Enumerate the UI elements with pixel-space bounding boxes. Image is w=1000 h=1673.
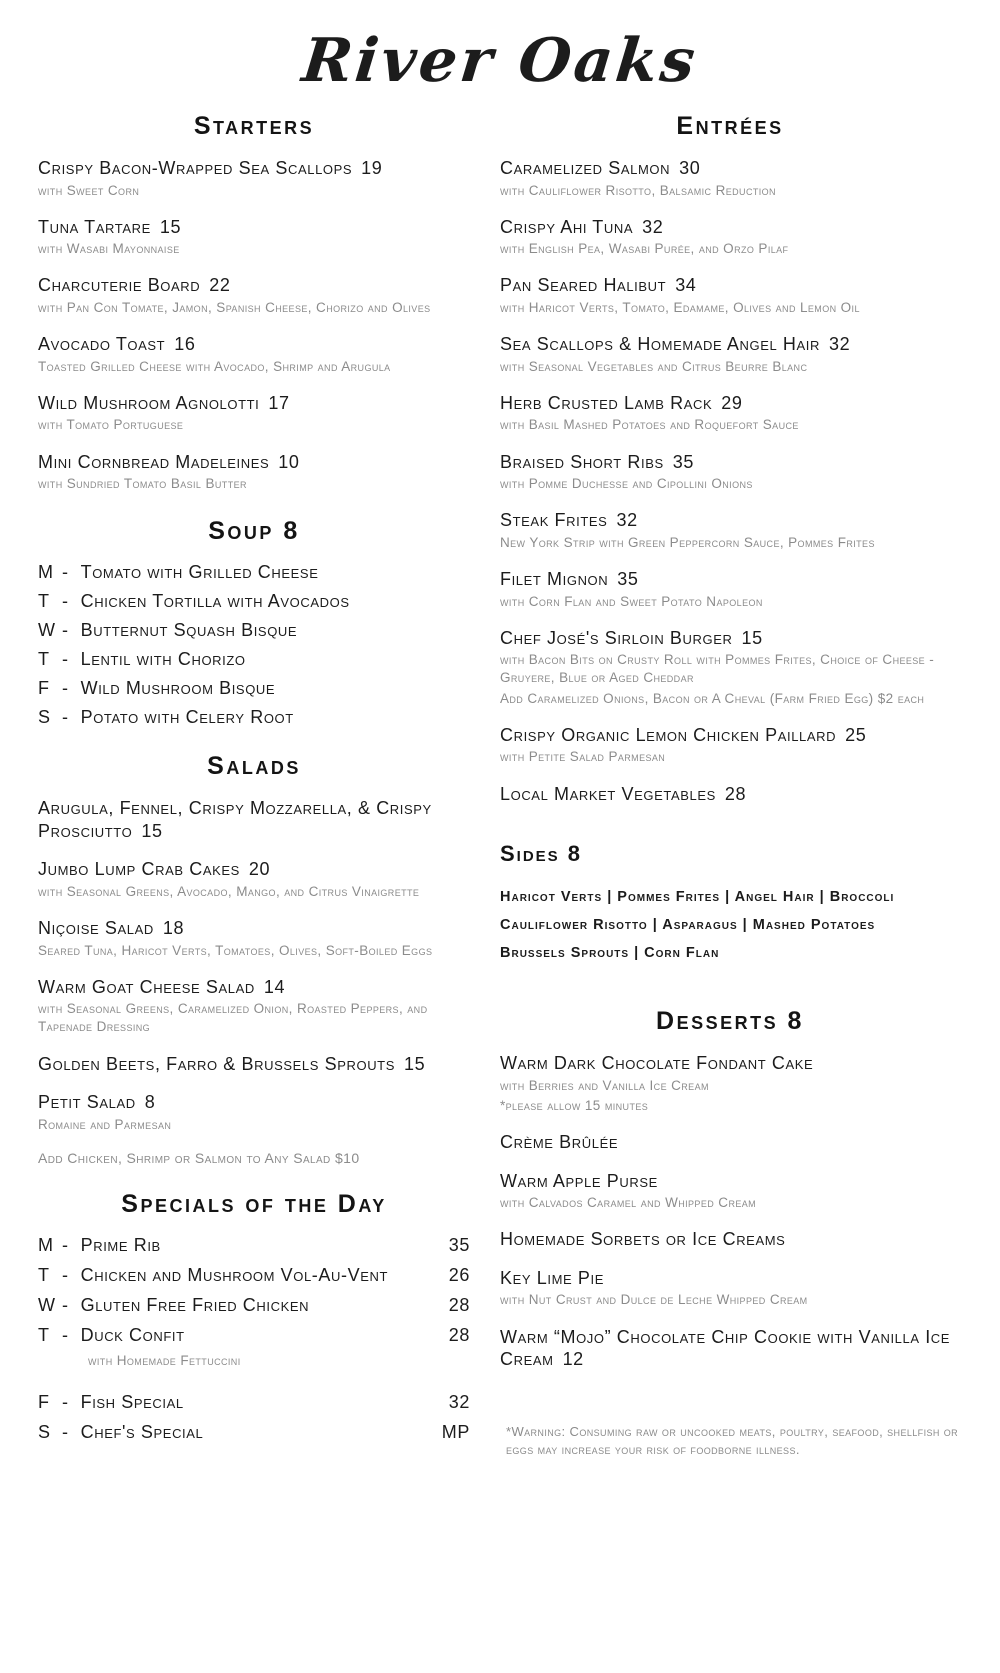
special-price: MP	[441, 1422, 470, 1443]
special-name: Chicken and Mushroom Vol-Au-Vent	[80, 1264, 388, 1285]
menu-item	[38, 917, 470, 960]
item-name: Warm Apple Purse	[500, 1170, 658, 1191]
special-name: Prime Rib	[80, 1234, 161, 1255]
item-name-line	[500, 451, 960, 474]
item-name-line	[500, 568, 960, 591]
item-price: 22	[209, 275, 231, 296]
section-title-sides: Sides 8	[500, 841, 583, 867]
soup-row	[38, 620, 470, 641]
section-title-starters: Starters	[193, 112, 315, 140]
item-description: *please allow 15 minutes	[500, 1097, 649, 1113]
soup-name: Tomato with Grilled Cheese	[80, 562, 319, 583]
section-title-entrees: Entrées	[676, 112, 784, 140]
soup-row	[38, 707, 470, 728]
item-price: 29	[721, 392, 743, 413]
menu-item	[38, 333, 470, 376]
day-letter: T	[38, 591, 50, 612]
day-separator: -	[62, 562, 69, 583]
item-name: Braised Short Ribs	[500, 451, 664, 472]
item-price: 17	[268, 392, 290, 413]
item-name: Key Lime Pie	[500, 1267, 604, 1288]
item-price: 25	[845, 724, 867, 745]
item-name-line	[500, 509, 960, 532]
menu-item	[38, 797, 470, 842]
item-name-line	[38, 392, 470, 415]
special-row	[38, 1392, 470, 1413]
menu-item	[500, 392, 960, 435]
item-name-line	[500, 1131, 960, 1154]
item-name: Jumbo Lump Crab Cakes	[38, 859, 240, 880]
soup-row	[38, 562, 470, 583]
day-separator: -	[62, 1264, 69, 1285]
item-name-line	[38, 917, 470, 940]
day-letter: T	[38, 1264, 50, 1285]
menu-item	[500, 157, 960, 200]
item-name: Chef José's Sirloin Burger	[500, 627, 733, 648]
menu-item	[38, 216, 470, 259]
item-name-line	[500, 274, 960, 297]
item-name-line	[38, 1091, 470, 1114]
special-price: 26	[448, 1264, 470, 1285]
item-description: with Basil Mashed Potatoes and Roquefort Sauce	[500, 417, 799, 433]
section-title-soup: Soup 8	[208, 517, 300, 546]
item-name: Homemade Sorbets or Ice Creams	[500, 1229, 786, 1250]
item-description: with English Pea, Wasabi Purée, and Orzo Pilaf	[500, 241, 789, 257]
item-name-line	[500, 724, 960, 747]
item-name: Mini Cornbread Madeleines	[38, 451, 270, 472]
special-name: Chef's Special	[80, 1422, 204, 1443]
menu-item	[500, 783, 960, 806]
item-name: Steak Frites	[500, 510, 608, 531]
menu-item	[500, 274, 960, 317]
item-description: with Wasabi Mayonnaise	[38, 241, 180, 257]
menu-item	[500, 568, 960, 611]
menu-item	[500, 1131, 960, 1154]
special-row	[38, 1295, 470, 1316]
item-description: with Sweet Corn	[38, 182, 140, 198]
day-letter: S	[38, 1422, 51, 1443]
item-description: with Pan Con Tomate, Jamon, Spanish Cheese, Chorizo and Olives	[38, 299, 431, 315]
item-description: with Corn Flan and Sweet Potato Napoleon	[500, 593, 763, 609]
item-description: with Petite Salad Parmesan	[500, 749, 666, 765]
day-separator: -	[62, 1392, 69, 1413]
menu-item	[500, 1170, 960, 1213]
item-name-line	[500, 216, 960, 239]
day-letter: W	[38, 620, 56, 641]
day-letter: T	[38, 1324, 50, 1345]
soup-name: Chicken Tortilla with Avocados	[80, 591, 350, 612]
soup-row	[38, 591, 470, 612]
item-price: 35	[672, 451, 694, 472]
item-name: Pan Seared Halibut	[500, 275, 667, 296]
item-name-line	[38, 1053, 470, 1076]
item-name: Crispy Bacon-Wrapped Sea Scallops	[38, 158, 353, 178]
item-description: with Calvados Caramel and Whipped Cream	[500, 1195, 757, 1211]
item-description: with Haricot Verts, Tomato, Edamame, Olives and Lemon Oil	[500, 299, 860, 315]
item-description: Romaine and Parmesan	[38, 1116, 172, 1132]
item-name: Arugula, Fennel, Crispy Mozzarella, & Crispy Prosciutto	[38, 798, 432, 841]
day-letter: F	[38, 1392, 50, 1413]
soup-name: Lentil with Chorizo	[80, 649, 246, 670]
menu-page	[0, 26, 1000, 1460]
item-price: 10	[278, 451, 300, 472]
special-price: 28	[448, 1294, 470, 1315]
item-name: Avocado Toast	[38, 334, 166, 355]
item-name: Petit Salad	[38, 1092, 136, 1113]
item-name-line	[500, 333, 960, 356]
item-price: 15	[404, 1053, 426, 1074]
day-letter: F	[38, 678, 50, 699]
sides-row: Haricot Verts | Pommes Frites | Angel Hair | Broccoli	[500, 889, 895, 906]
menu-item	[500, 451, 960, 494]
item-name-line	[500, 157, 960, 180]
item-name: Local Market Vegetables	[500, 783, 716, 804]
item-description: Seared Tuna, Haricot Verts, Tomatoes, Olives, Soft-Boiled Eggs	[38, 942, 433, 958]
menu-item	[500, 333, 960, 376]
soup-row	[38, 678, 470, 699]
item-description: New York Strip with Green Peppercorn Sauce, Pommes Frites	[500, 534, 875, 550]
item-name: Crème Brûlée	[500, 1132, 619, 1153]
special-row	[38, 1265, 470, 1286]
menu-item	[38, 1091, 470, 1134]
item-description: Add Caramelized Onions, Bacon or A Cheval (Farm Fried Egg) $2 each	[500, 690, 925, 706]
menu-item	[500, 1228, 960, 1251]
menu-item	[38, 157, 470, 200]
day-separator: -	[62, 1324, 69, 1345]
left-column	[38, 100, 470, 1452]
menu-columns	[0, 100, 1000, 1460]
day-letter: M	[38, 1234, 54, 1255]
item-description: with Seasonal Vegetables and Citrus Beurre Blanc	[500, 358, 808, 374]
item-name-line	[500, 627, 960, 650]
right-column	[500, 100, 960, 1460]
item-name: Crispy Ahi Tuna	[500, 216, 634, 237]
special-price: 28	[448, 1324, 470, 1345]
item-name-line	[500, 1267, 960, 1290]
item-name: Caramelized Salmon	[500, 158, 671, 178]
menu-item	[500, 1326, 960, 1371]
item-description: with Tomato Portuguese	[38, 417, 184, 433]
day-letter: T	[38, 649, 50, 670]
item-price: 14	[263, 976, 286, 997]
item-description: with Berries and Vanilla Ice Cream	[500, 1077, 709, 1093]
item-name: Golden Beets, Farro & Brussels Sprouts	[38, 1053, 395, 1074]
salad-addon-note: Add Chicken, Shrimp or Salmon to Any Salad $10	[38, 1149, 360, 1166]
sides-row: Cauliflower Risotto | Asparagus | Mashed Potatoes	[500, 917, 876, 934]
item-description: Toasted Grilled Cheese with Avocado, Shrimp and Arugula	[38, 358, 391, 374]
item-price: 19	[361, 158, 383, 178]
item-price: 15	[159, 216, 182, 237]
item-name: Herb Crusted Lamb Rack	[500, 392, 713, 413]
restaurant-logo: River Oaks	[298, 26, 702, 96]
item-price: 15	[741, 627, 763, 648]
menu-item	[38, 392, 470, 435]
menu-item	[500, 724, 960, 767]
foodborne-illness-warning: *Warning: Consuming raw or uncooked meats, poultry, seafood, shellfish or eggs may increase your risk of foodborne illness.	[506, 1423, 959, 1458]
menu-item	[38, 976, 470, 1037]
item-price: 8	[144, 1092, 156, 1113]
item-price: 32	[829, 334, 851, 355]
special-description: with Homemade Fettuccini	[88, 1352, 241, 1368]
menu-item	[38, 858, 470, 901]
special-price: 32	[448, 1392, 470, 1413]
item-price: 15	[141, 820, 163, 841]
day-separator: -	[62, 707, 69, 728]
item-description: with Seasonal Greens, Caramelized Onion, Roasted Peppers, and Tapenade Dressing	[38, 1001, 428, 1035]
day-separator: -	[62, 620, 69, 641]
item-description: with Cauliflower Risotto, Balsamic Reduction	[500, 182, 776, 198]
item-price: 28	[724, 783, 747, 804]
item-name-line	[500, 1228, 960, 1251]
section-title-salads: Salads	[207, 752, 301, 781]
special-row	[38, 1422, 470, 1443]
item-description: with Seasonal Greens, Avocado, Mango, and Citrus Vinaigrette	[38, 883, 420, 899]
day-letter: W	[38, 1294, 56, 1315]
item-name-line	[500, 1170, 960, 1193]
menu-item	[500, 1267, 960, 1310]
item-name-line	[38, 858, 470, 881]
item-price: 32	[642, 216, 664, 237]
item-name-line	[38, 797, 470, 842]
day-separator: -	[62, 591, 69, 612]
item-name: Warm Goat Cheese Salad	[38, 976, 255, 997]
item-description: with Nut Crust and Dulce de Leche Whipped Cream	[500, 1292, 808, 1308]
menu-item	[38, 1053, 470, 1076]
item-name: Sea Scallops & Homemade Angel Hair	[500, 334, 820, 355]
item-description: with Pomme Duchesse and Cipollini Onions	[500, 476, 753, 492]
day-separator: -	[62, 649, 69, 670]
special-price: 35	[448, 1234, 470, 1255]
soup-name: Wild Mushroom Bisque	[80, 678, 276, 699]
day-separator: -	[62, 1294, 69, 1315]
menu-item	[500, 216, 960, 259]
item-name: Wild Mushroom Agnolotti	[38, 392, 260, 413]
item-name-line	[38, 157, 470, 180]
menu-item	[500, 1052, 960, 1115]
soup-row	[38, 649, 470, 670]
item-price: 34	[675, 275, 697, 296]
day-separator: -	[62, 678, 69, 699]
soup-name: Butternut Squash Bisque	[80, 620, 298, 641]
special-row	[38, 1325, 470, 1346]
section-title-specials: Specials of the Day	[121, 1189, 387, 1218]
day-letter: S	[38, 707, 51, 728]
item-price: 12	[562, 1349, 584, 1369]
item-name-line	[500, 1052, 960, 1075]
menu-item	[38, 451, 470, 494]
item-name: Tuna Tartare	[38, 216, 151, 237]
item-name-line	[500, 783, 960, 806]
item-name-line	[38, 216, 470, 239]
item-price: 30	[679, 158, 701, 178]
special-name: Fish Special	[80, 1392, 184, 1413]
menu-item	[500, 627, 960, 708]
item-name: Niçoise Salad	[38, 918, 154, 939]
item-name: Charcuterie Board	[38, 275, 201, 296]
item-price: 32	[616, 510, 638, 531]
item-name-line	[500, 392, 960, 415]
item-name: Warm Dark Chocolate Fondant Cake	[500, 1053, 814, 1074]
special-name: Gluten Free Fried Chicken	[80, 1294, 310, 1315]
item-name: Warm “Mojo” Chocolate Chip Cookie with Vanilla Ice Cream	[500, 1326, 951, 1369]
day-separator: -	[62, 1234, 69, 1255]
special-row	[38, 1235, 470, 1256]
item-price: 20	[248, 859, 271, 880]
soup-name: Potato with Celery Root	[80, 707, 294, 728]
item-name-line	[38, 976, 470, 999]
menu-item	[500, 509, 960, 552]
item-price: 35	[617, 569, 639, 590]
sides-row: Brussels Sprouts | Corn Flan	[500, 945, 720, 962]
item-description: with Sundried Tomato Basil Butter	[38, 476, 247, 492]
item-name-line	[500, 1326, 960, 1371]
day-separator: -	[62, 1422, 69, 1443]
day-letter: M	[38, 562, 54, 583]
item-name: Filet Mignon	[500, 569, 609, 590]
special-name: Duck Confit	[80, 1324, 185, 1345]
item-price: 16	[174, 334, 196, 355]
menu-item	[38, 274, 470, 317]
item-price: 18	[162, 918, 185, 939]
item-name-line	[38, 274, 470, 297]
item-description: with Bacon Bits on Crusty Roll with Pommes Frites, Choice of Cheese - Gruyere, Blue or Aged Cheddar	[500, 652, 935, 686]
section-title-desserts: Desserts 8	[656, 1007, 804, 1036]
item-name-line	[38, 451, 470, 474]
item-name: Crispy Organic Lemon Chicken Paillard	[500, 724, 837, 745]
item-name-line	[38, 333, 470, 356]
